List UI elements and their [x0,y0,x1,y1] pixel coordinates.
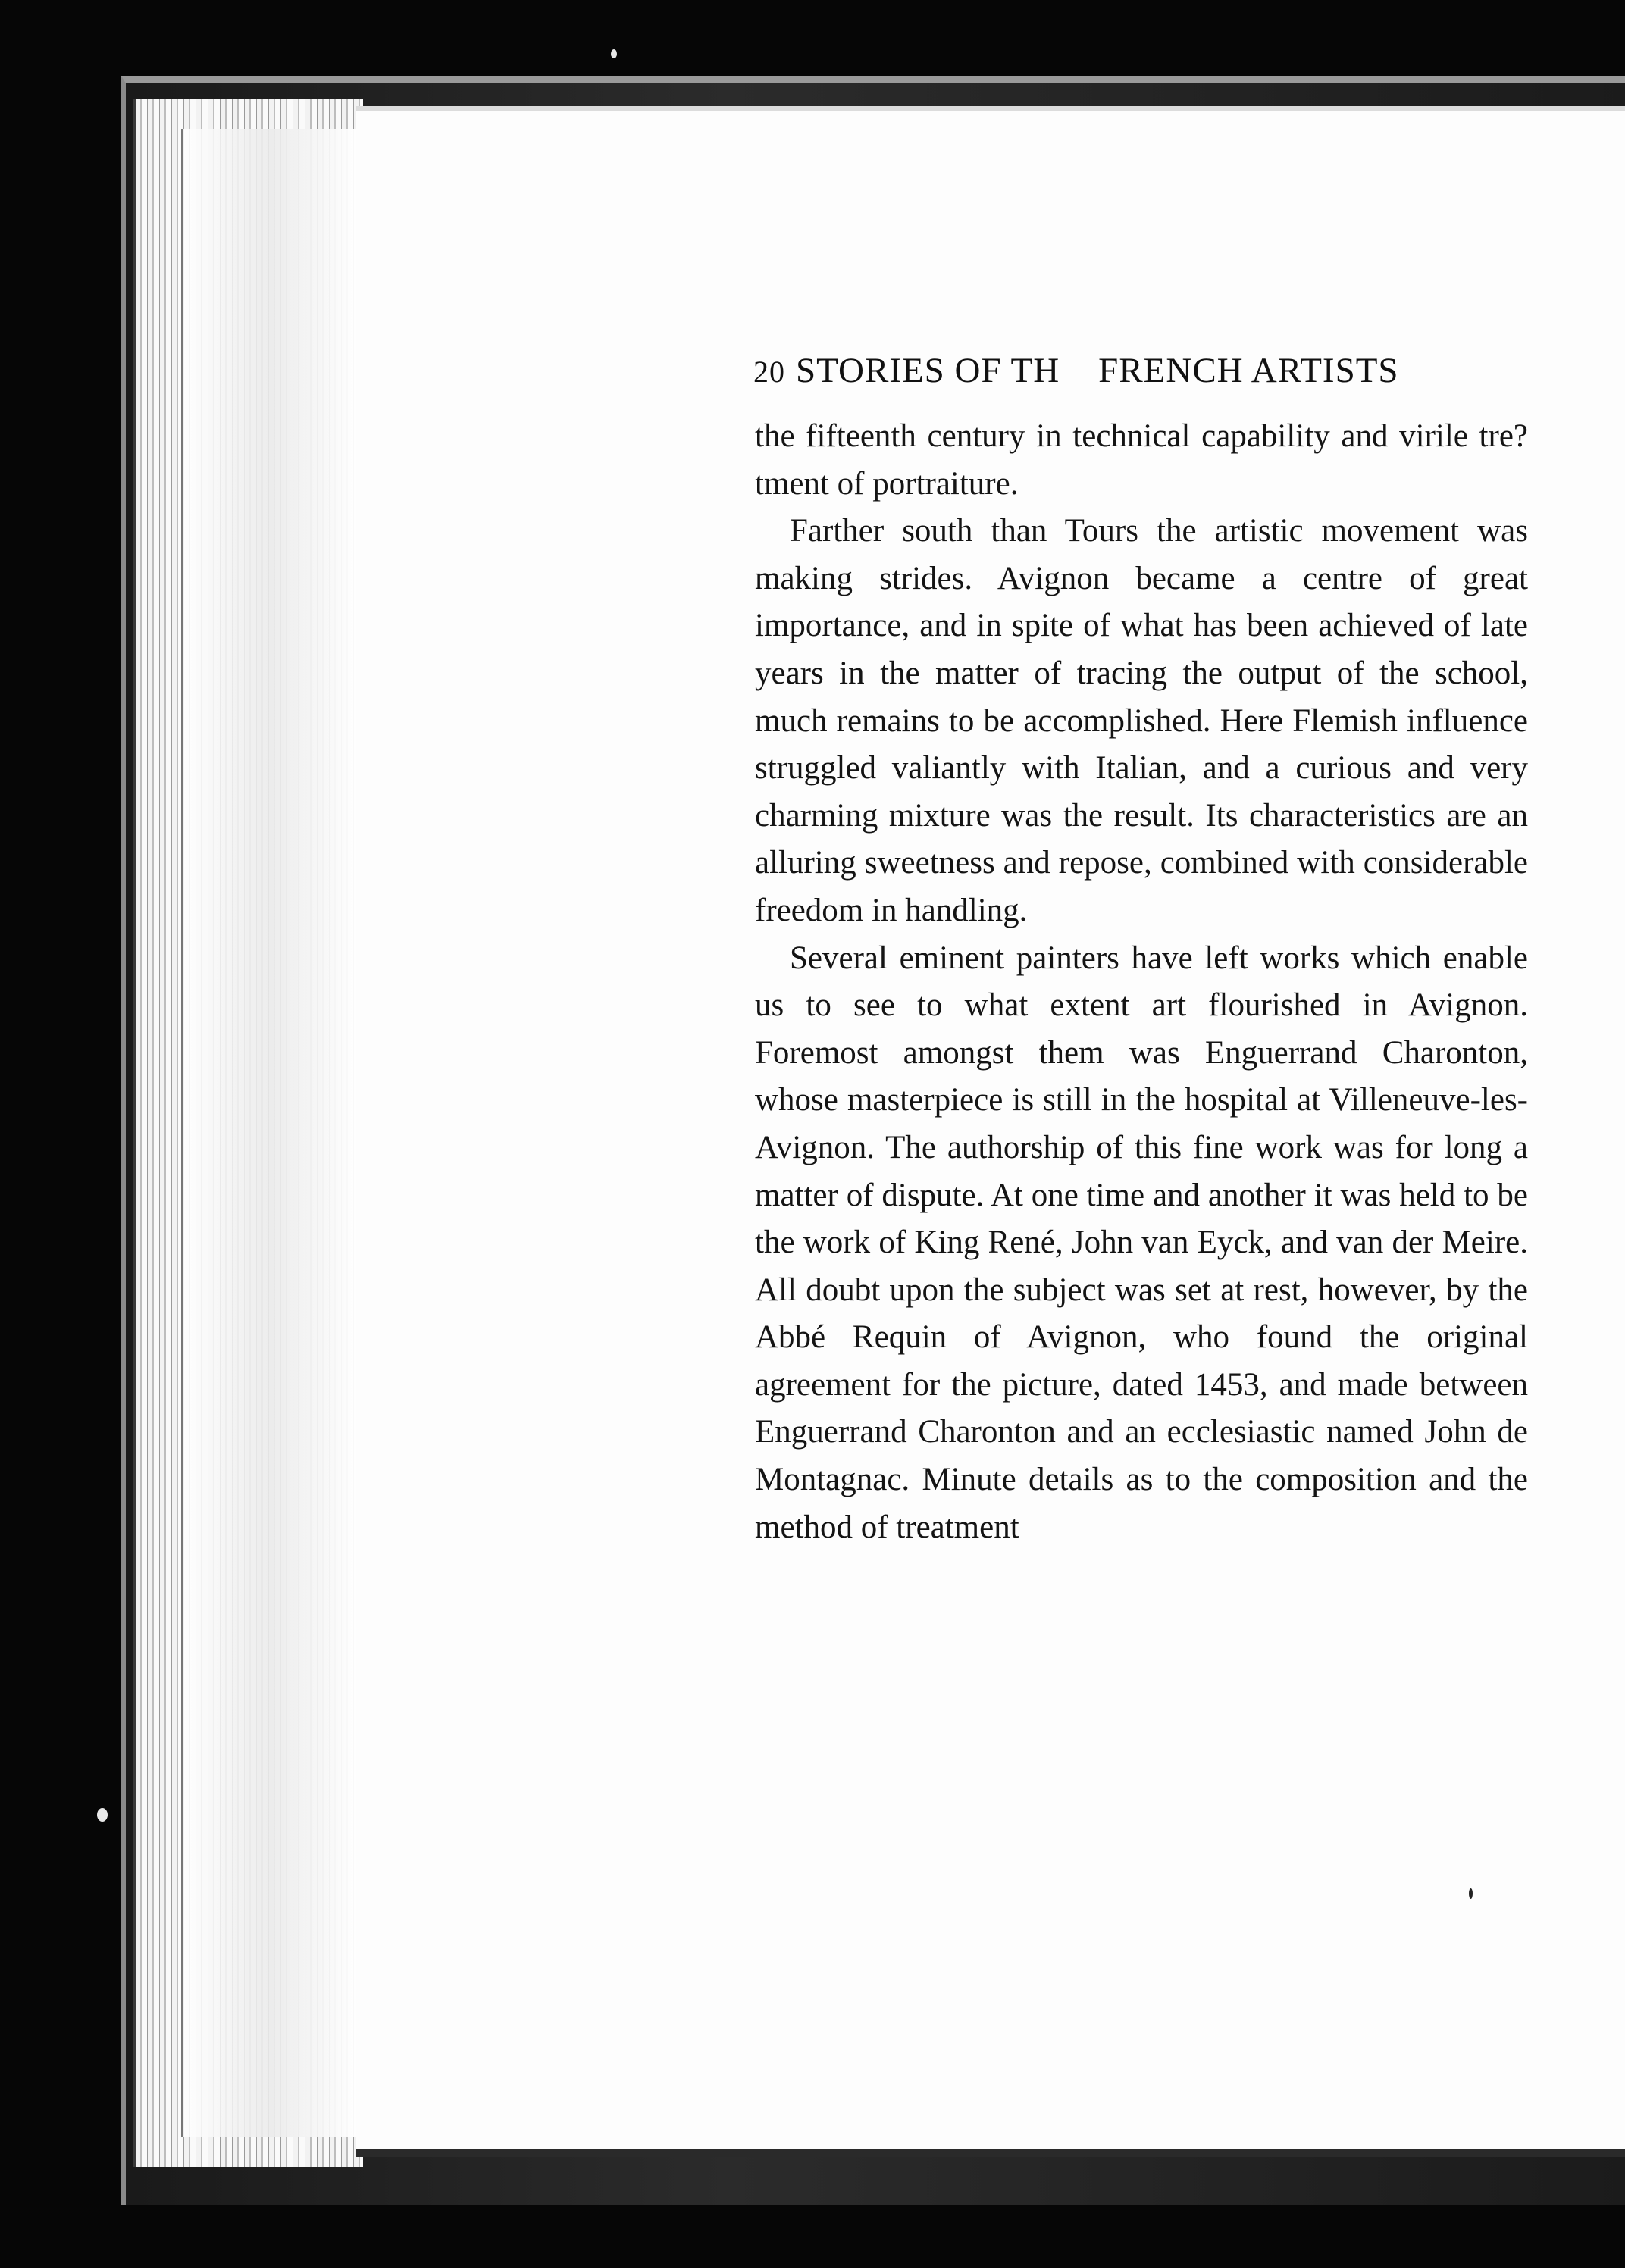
paragraph: Several eminent painters have left works which enable us to see to what extent art flourished in Avignon. Foremost amongst them was Enguerrand Charonton, whose masterpiece is still in the hospital at Villeneuve-les-Avignon. The authorship of this fine work was for long a matter of dispute. At one time and another it was held to be the work of King René, John van Eyck, and van der Meire. All doubt upon the subject was set at rest, however, by the Abbé Requin of Avignon, who found the original agreement for the picture, dated 1453, and made between Enguerrand Charonton and an ecclesiastic named John de Montagnac. Minute details as to the composition and the method of treatment [755,940,1528,1545]
page-number: 20 [753,355,785,389]
dust-speck [97,1808,108,1822]
paragraph: the fifteenth century in technical capability and virile tre?tment of portraiture. [755,418,1528,502]
body-text [755,413,1528,1551]
page-edges-stack [133,99,363,2167]
dust-speck [611,49,617,58]
dust-speck [1469,1888,1473,1899]
running-head [753,350,1519,403]
running-title: STORIES OF TH FRENCH ARTISTS [796,351,1399,390]
paragraph: Farther south than Tours the artistic movement was making strides. Avignon became a centre of great importance, and in spite of what has been achieved of late years in the matter of tracing the output of the school, much remains to be accomplished. Here Flemish influence struggled valiantly with Italian, and a curious and very charming mixture was the result. Its characteristics are an alluring sweetness and repose, combined with considerable freedom in handling. [755,513,1528,928]
